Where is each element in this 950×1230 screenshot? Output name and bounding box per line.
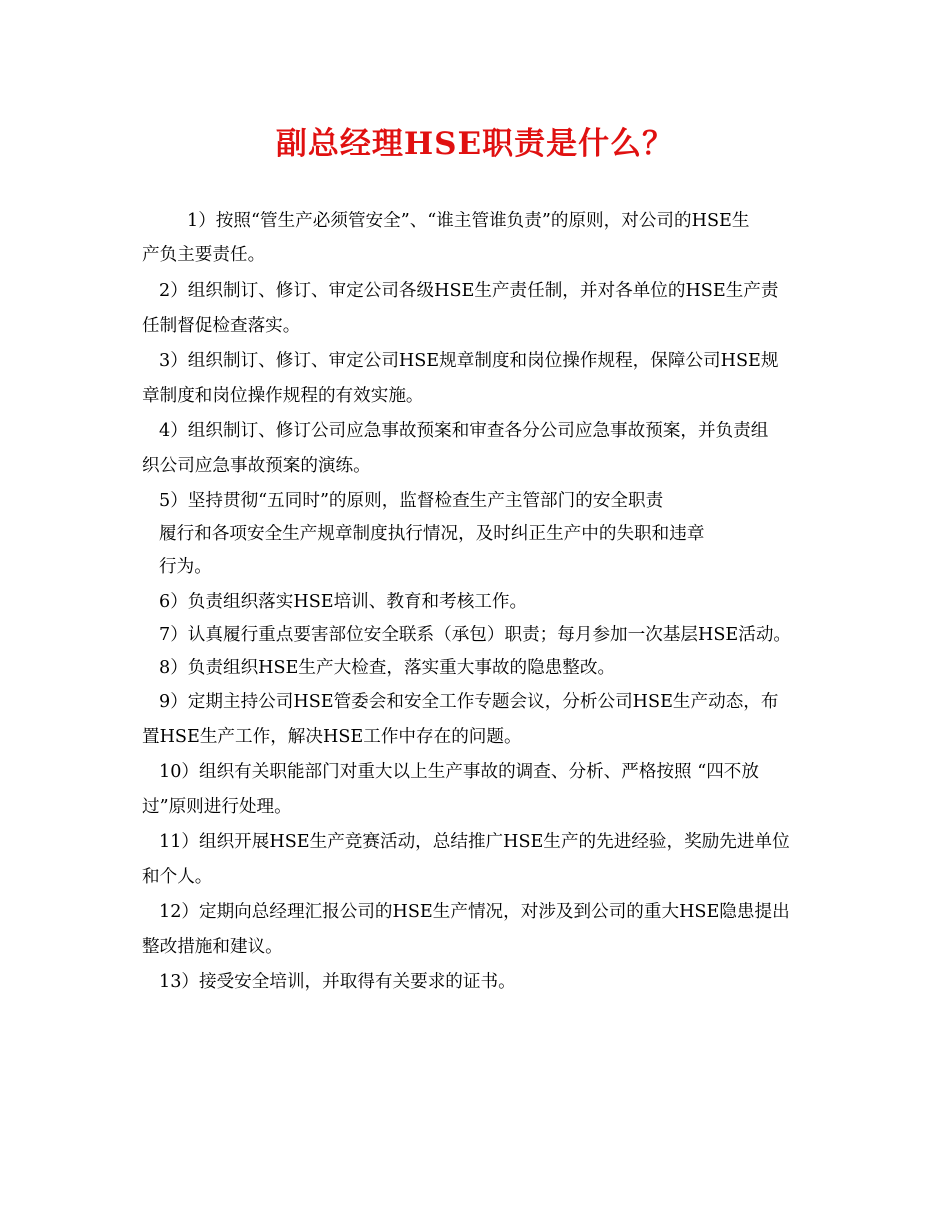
paragraph-10-line-2: 过”原则进行处理。 [142, 797, 292, 817]
document-title: 副总经理HSE职责是什么？ [275, 126, 675, 162]
paragraph-12-line-2: 整改措施和建议。 [142, 937, 283, 957]
paragraph-10-line-1: 10）组织有关职能部门对重大以上生产事故的调查、分析、严格按照 “四不放 [159, 762, 759, 782]
paragraph-9-line-1: 9）定期主持公司HSE管委会和安全工作专题会议，分析公司HSE生产动态，布 [159, 692, 779, 712]
paragraph-1-line-1: 1）按照“管生产必须管安全”、“谁主管谁负责”的原则，对公司的HSE生 [187, 211, 750, 231]
paragraph-11-line-2: 和个人。 [142, 867, 213, 887]
paragraph-6-line-1: 6）负责组织落实HSE培训、教育和考核工作。 [159, 592, 528, 612]
paragraph-3-line-1: 3）组织制订、修订、审定公司HSE规章制度和岗位操作规程，保障公司HSE规 [159, 351, 779, 371]
paragraph-5-line-1: 5）坚持贯彻“五同时”的原则，监督检查生产主管部门的安全职责 [159, 491, 664, 511]
paragraph-9-line-2: 置HSE生产工作，解决HSE工作中存在的问题。 [142, 727, 522, 747]
paragraph-12-line-1: 12）定期向总经理汇报公司的HSE生产情况，对涉及到公司的重大HSE隐患提出 [159, 902, 790, 922]
paragraph-5-line-2: 履行和各项安全生产规章制度执行情况，及时纠正生产中的失职和违章 [159, 524, 705, 544]
paragraph-13-line-1: 13）接受安全培训，并取得有关要求的证书。 [159, 972, 516, 992]
paragraph-5-line-3: 行为。 [159, 557, 212, 577]
paragraph-4-line-2: 织公司应急事故预案的演练。 [142, 456, 371, 476]
paragraph-3-line-2: 章制度和岗位操作规程的有效实施。 [142, 386, 424, 406]
paragraph-8-line-1: 8）负责组织HSE生产大检查，落实重大事故的隐患整改。 [159, 658, 616, 678]
paragraph-2-line-2: 任制督促检查落实。 [142, 316, 301, 336]
paragraph-2-line-1: 2）组织制订、修订、审定公司各级HSE生产责任制，并对各单位的HSE生产责 [159, 281, 779, 301]
paragraph-7-line-1: 7）认真履行重点要害部位安全联系（承包）职责；每月参加一次基层HSE活动。 [159, 625, 792, 645]
paragraph-1-line-2: 产负主要责任。 [142, 245, 266, 265]
paragraph-4-line-1: 4）组织制订、修订公司应急事故预案和审查各分公司应急事故预案，并负责组 [159, 421, 769, 441]
paragraph-11-line-1: 11）组织开展HSE生产竞赛活动，总结推广HSE生产的先进经验，奖励先进单位 [159, 832, 790, 852]
